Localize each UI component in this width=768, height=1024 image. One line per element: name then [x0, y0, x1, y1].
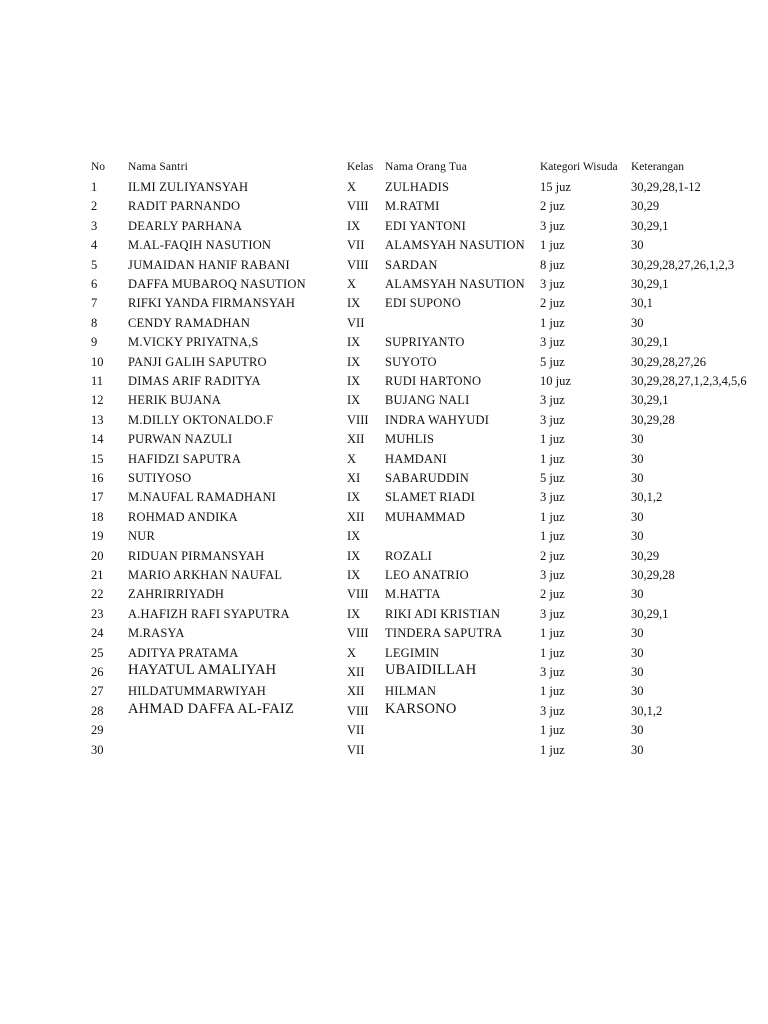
graduation-category: 3 juz — [540, 703, 565, 718]
student-name: DAFFA MUBAROQ NASUTION — [128, 277, 306, 291]
parent-name: SARDAN — [385, 257, 438, 272]
row-number: 18 — [91, 509, 104, 524]
graduation-category: 1 juz — [540, 432, 565, 447]
student-name: MARIO ARKHAN NAUFAL — [128, 568, 283, 582]
row-number: 22 — [91, 587, 104, 602]
remarks: 30,29,1 — [631, 277, 669, 291]
graduation-category: 3 juz — [540, 393, 565, 408]
row-number: 2 — [91, 199, 98, 214]
parent-name: EDI SUPONO — [385, 296, 461, 311]
class: X — [347, 645, 357, 660]
header-kelas: Kelas — [347, 161, 374, 173]
class: VIII — [347, 412, 369, 427]
student-name: ZAHRIRRIYADH — [128, 587, 225, 602]
graduation-category: 1 juz — [540, 529, 565, 544]
remarks: 30 — [631, 684, 644, 699]
parent-name: SLAMET RIADI — [385, 490, 476, 505]
row-number: 27 — [91, 684, 104, 699]
graduation-category: 1 juz — [540, 451, 565, 466]
remarks: 30 — [631, 723, 644, 738]
parent-name: RIKI ADI KRISTIAN — [385, 606, 501, 621]
table-row — [0, 450, 768, 469]
graduation-category: 2 juz — [540, 548, 565, 563]
graduation-category: 2 juz — [540, 296, 565, 311]
student-name: NUR — [128, 529, 155, 544]
parent-name: ZULHADIS — [385, 180, 450, 194]
student-name: SUTIYOSO — [128, 471, 192, 485]
row-number: 25 — [91, 645, 104, 660]
table-row — [0, 197, 768, 216]
row-number: 6 — [91, 277, 98, 291]
class: IX — [347, 568, 361, 582]
row-number: 21 — [91, 568, 104, 582]
class: VIII — [347, 257, 369, 272]
parent-name: UBAIDILLAH — [385, 662, 477, 678]
student-name: JUMAIDAN HANIF RABANI — [128, 257, 290, 272]
remarks: 30 — [631, 238, 644, 253]
student-name: HILDATUMMARWIYAH — [128, 684, 266, 699]
row-number: 24 — [91, 626, 104, 641]
table-row — [0, 547, 768, 566]
parent-name: RUDI HARTONO — [385, 374, 482, 388]
parent-name: INDRA WAHYUDI — [385, 412, 490, 427]
remarks: 30 — [631, 471, 644, 485]
student-name: DIMAS ARIF RADITYA — [128, 374, 261, 388]
parent-name: EDI YANTONI — [385, 218, 467, 233]
class: X — [347, 180, 357, 194]
remarks: 30,29,28,27,26,1,2,3 — [631, 257, 735, 272]
student-name: RIDUAN PIRMANSYAH — [128, 548, 265, 563]
class: IX — [347, 218, 361, 233]
class: IX — [347, 490, 361, 505]
remarks: 30,29,28,1-12 — [631, 180, 701, 194]
parent-name: HAMDANI — [385, 451, 447, 466]
header-no: No — [91, 161, 106, 173]
table-row — [0, 275, 768, 294]
graduation-category: 3 juz — [540, 335, 565, 350]
row-number: 14 — [91, 432, 104, 447]
table-row — [0, 663, 768, 682]
student-name: RIFKI YANDA FIRMANSYAH — [128, 296, 296, 311]
graduation-category: 2 juz — [540, 587, 565, 602]
graduation-category: 5 juz — [540, 471, 565, 485]
graduation-category: 3 juz — [540, 412, 565, 427]
graduation-category: 1 juz — [540, 684, 565, 699]
parent-name: BUJANG NALI — [385, 393, 470, 408]
table-row — [0, 411, 768, 430]
student-name: HAYATUL AMALIYAH — [128, 662, 277, 678]
student-name: HERIK BUJANA — [128, 393, 222, 408]
class: VII — [347, 742, 365, 757]
remarks: 30 — [631, 432, 644, 447]
graduation-category: 3 juz — [540, 277, 565, 291]
class: IX — [347, 393, 361, 408]
parent-name: TINDERA SAPUTRA — [385, 626, 503, 641]
student-name: ILMI ZULIYANSYAH — [128, 180, 249, 194]
graduation-category: 1 juz — [540, 742, 565, 757]
remarks: 30,29,1 — [631, 218, 669, 233]
parent-name: MUHLIS — [385, 432, 435, 447]
row-number: 10 — [91, 354, 104, 369]
row-number: 4 — [91, 238, 98, 253]
row-number: 16 — [91, 471, 104, 485]
remarks: 30,1 — [631, 296, 653, 311]
header-nama-orang-tua: Nama Orang Tua — [385, 161, 468, 173]
remarks: 30 — [631, 665, 644, 679]
parent-name: M.RATMI — [385, 199, 440, 214]
remarks: 30 — [631, 509, 644, 524]
student-name: PURWAN NAZULI — [128, 432, 233, 447]
table-row — [0, 644, 768, 663]
class: VII — [347, 315, 365, 330]
table-row — [0, 682, 768, 701]
graduation-category: 1 juz — [540, 509, 565, 524]
remarks: 30,29,28,27,1,2,3,4,5,6 — [631, 374, 747, 388]
table-row — [0, 430, 768, 449]
student-name: M.NAUFAL RAMADHANI — [128, 490, 277, 505]
row-number: 30 — [91, 742, 104, 757]
remarks: 30,29,28 — [631, 412, 675, 427]
parent-name: M.HATTA — [385, 587, 441, 602]
table-row — [0, 624, 768, 643]
parent-name: ALAMSYAH NASUTION — [385, 277, 525, 291]
parent-name: LEO ANATRIO — [385, 568, 469, 582]
class: X — [347, 277, 357, 291]
student-name: CENDY RAMADHAN — [128, 315, 251, 330]
row-number: 8 — [91, 315, 98, 330]
row-number: 11 — [91, 374, 104, 388]
row-number: 9 — [91, 335, 98, 350]
parent-name: SUPRIYANTO — [385, 335, 465, 350]
graduation-category: 15 juz — [540, 180, 571, 194]
class: VIII — [347, 703, 369, 718]
header-nama-santri: Nama Santri — [128, 161, 189, 173]
remarks: 30,29 — [631, 548, 660, 563]
table-row — [0, 585, 768, 604]
class: IX — [347, 335, 361, 350]
graduation-category: 3 juz — [540, 665, 565, 679]
student-name: AHMAD DAFFA AL-FAIZ — [128, 700, 294, 717]
row-number: 7 — [91, 296, 98, 311]
row-number: 28 — [91, 703, 104, 718]
row-number: 5 — [91, 257, 98, 272]
graduation-category: 3 juz — [540, 606, 565, 621]
table-row — [0, 294, 768, 313]
parent-name: HILMAN — [385, 684, 437, 699]
class: VIII — [347, 199, 369, 214]
student-name: M.DILLY OKTONALDO.F — [128, 412, 274, 427]
student-name: RADIT PARNANDO — [128, 199, 241, 214]
remarks: 30 — [631, 645, 644, 660]
parent-name: MUHAMMAD — [385, 509, 466, 524]
table-row — [0, 178, 768, 197]
remarks: 30,29,28,27,26 — [631, 354, 706, 369]
row-number: 17 — [91, 490, 104, 505]
table-row — [0, 236, 768, 255]
remarks: 30 — [631, 742, 644, 757]
row-number: 19 — [91, 529, 104, 544]
table-row — [0, 372, 768, 391]
remarks: 30,29,1 — [631, 393, 669, 408]
class: VIII — [347, 587, 369, 602]
graduation-category: 1 juz — [540, 626, 565, 641]
class: IX — [347, 606, 361, 621]
row-number: 20 — [91, 548, 104, 563]
table-row — [0, 314, 768, 333]
student-name: ADITYA PRATAMA — [128, 645, 239, 660]
header-keterangan: Keterangan — [631, 161, 684, 173]
header-kategori-wisuda: Kategori Wisuda — [540, 161, 618, 173]
student-name: DEARLY PARHANA — [128, 218, 243, 233]
student-name: A.HAFIZH RAFI SYAPUTRA — [128, 606, 290, 621]
remarks: 30,1,2 — [631, 490, 663, 505]
table-row — [0, 527, 768, 546]
graduation-category: 1 juz — [540, 315, 565, 330]
row-number: 29 — [91, 723, 104, 738]
student-name: M.RASYA — [128, 626, 185, 641]
row-number: 1 — [91, 180, 98, 194]
table-row — [0, 605, 768, 624]
graduation-category: 3 juz — [540, 218, 565, 233]
remarks: 30,29,1 — [631, 606, 669, 621]
class: X — [347, 451, 357, 466]
class: IX — [347, 354, 361, 369]
table-row — [0, 469, 768, 488]
parent-name: LEGIMIN — [385, 645, 440, 660]
remarks: 30 — [631, 315, 644, 330]
student-name: M.AL-FAQIH NASUTION — [128, 238, 272, 253]
class: XII — [347, 665, 365, 679]
remarks: 30 — [631, 529, 644, 544]
row-number: 13 — [91, 412, 104, 427]
parent-name: SABARUDDIN — [385, 471, 469, 485]
table-row — [0, 741, 768, 760]
row-number: 12 — [91, 393, 104, 408]
parent-name: ROZALI — [385, 548, 433, 563]
graduation-category: 1 juz — [540, 645, 565, 660]
remarks: 30,1,2 — [631, 703, 663, 718]
remarks: 30,29 — [631, 199, 660, 214]
graduation-category: 10 juz — [540, 374, 571, 388]
row-number: 3 — [91, 218, 98, 233]
graduation-category: 3 juz — [540, 568, 565, 582]
graduation-category: 8 juz — [540, 257, 565, 272]
class: VII — [347, 238, 365, 253]
table-row — [0, 508, 768, 527]
graduation-category: 5 juz — [540, 354, 565, 369]
class: XII — [347, 432, 365, 447]
class: XII — [347, 684, 365, 699]
class: VII — [347, 723, 365, 738]
remarks: 30 — [631, 626, 644, 641]
row-number: 23 — [91, 606, 104, 621]
graduation-category: 1 juz — [540, 238, 565, 253]
graduation-category: 1 juz — [540, 723, 565, 738]
table-row — [0, 217, 768, 236]
class: IX — [347, 548, 361, 563]
parent-name: SUYOTO — [385, 354, 437, 369]
class: IX — [347, 529, 361, 544]
class: XI — [347, 471, 361, 485]
student-name: PANJI GALIH SAPUTRO — [128, 354, 267, 369]
class: VIII — [347, 626, 369, 641]
student-name: HAFIDZI SAPUTRA — [128, 451, 242, 466]
remarks: 30 — [631, 587, 644, 602]
graduation-category: 3 juz — [540, 490, 565, 505]
table-header — [0, 158, 768, 177]
student-name: M.VICKY PRIYATNA,S — [128, 335, 259, 350]
table-row — [0, 391, 768, 410]
table-row — [0, 353, 768, 372]
remarks: 30,29,1 — [631, 335, 669, 350]
class: IX — [347, 296, 361, 311]
row-number: 26 — [91, 665, 104, 679]
table-row — [0, 333, 768, 352]
table-row — [0, 702, 768, 721]
class: XII — [347, 509, 365, 524]
table-row — [0, 256, 768, 275]
row-number: 15 — [91, 451, 104, 466]
student-name: ROHMAD ANDIKA — [128, 509, 238, 524]
remarks: 30,29,28 — [631, 568, 675, 582]
table-row — [0, 721, 768, 740]
parent-name: KARSONO — [385, 700, 457, 717]
graduation-category: 2 juz — [540, 199, 565, 214]
class: IX — [347, 374, 361, 388]
table-row — [0, 488, 768, 507]
parent-name: ALAMSYAH NASUTION — [385, 238, 525, 253]
table-row — [0, 566, 768, 585]
remarks: 30 — [631, 451, 644, 466]
